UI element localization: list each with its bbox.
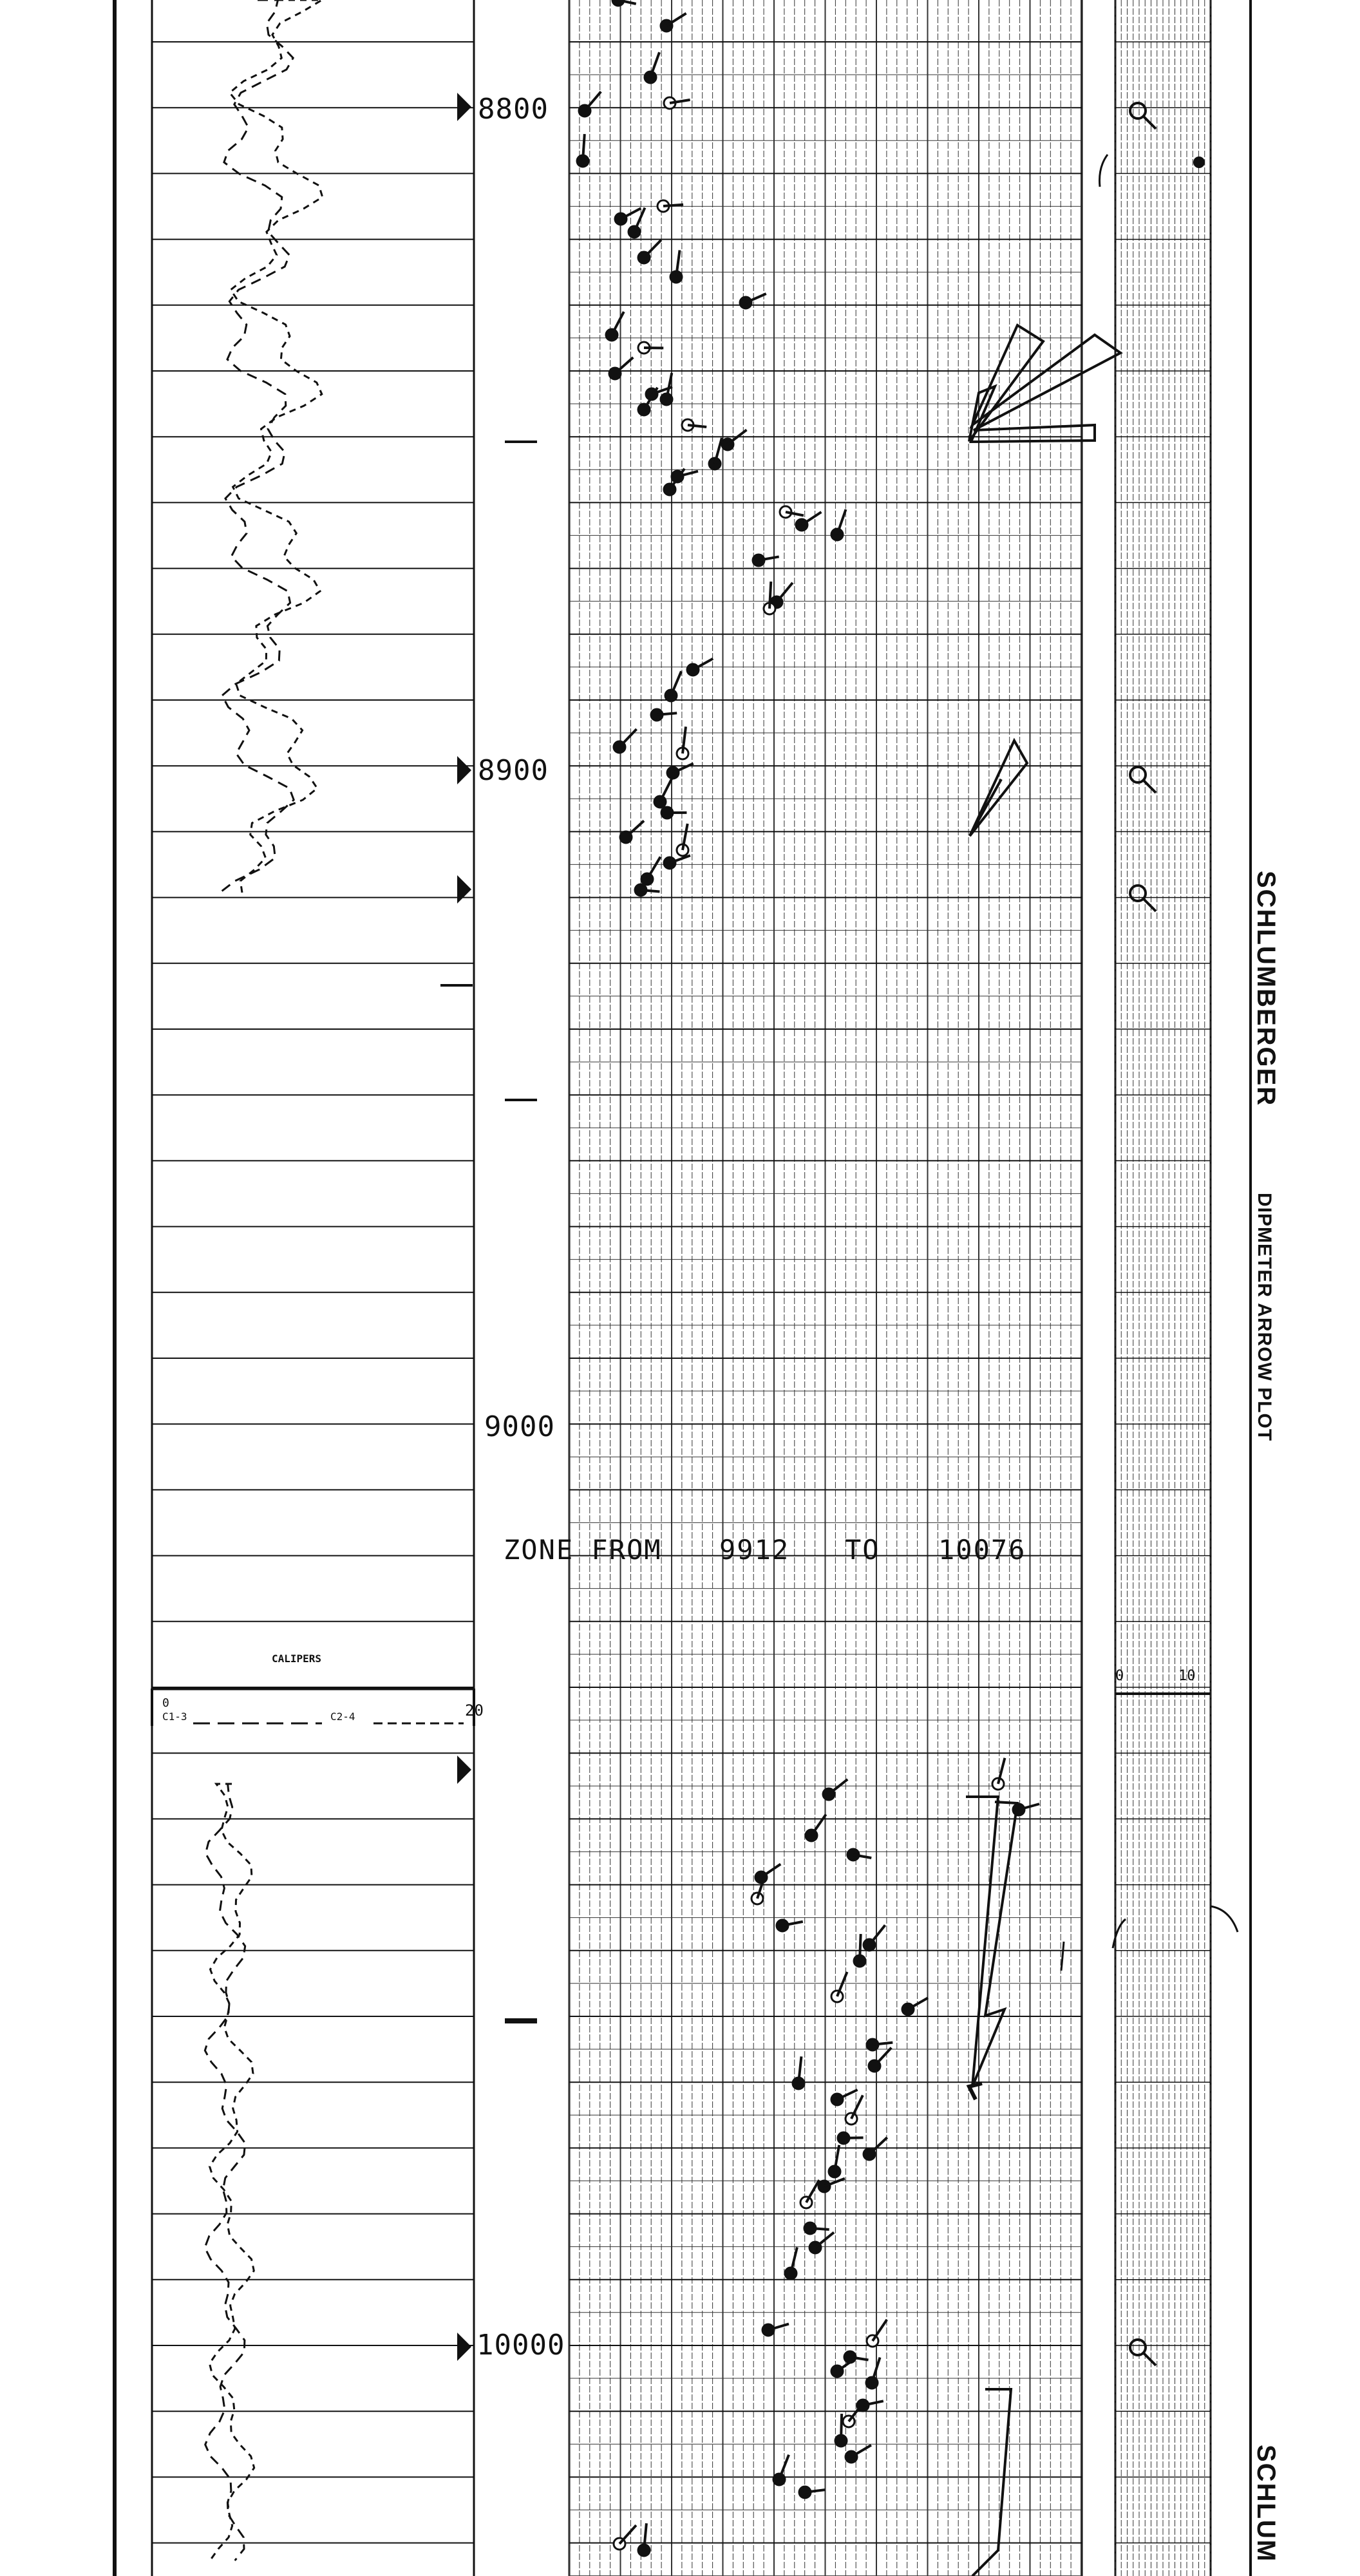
dip-tadpole-tail	[647, 857, 661, 879]
caliper-curve-2-lower	[209, 1784, 254, 2561]
caliper-curves	[205, 0, 323, 2561]
azimuth-stray-mark	[1211, 1906, 1238, 1932]
dip-tadpole-tail	[770, 582, 771, 609]
depth-marker-triangle	[457, 875, 471, 904]
dip-tadpole-tail	[806, 2180, 819, 2202]
zone-to-depth: 10076	[938, 1534, 1026, 1566]
track-borders	[115, 0, 1251, 2576]
dip-tadpole-tail	[873, 2320, 887, 2341]
dip-tadpole-tail	[612, 312, 624, 335]
depth-label-9000: 9000	[484, 1410, 555, 1443]
rose-plot-lower-base	[969, 2083, 982, 2099]
dip-tadpole-tail	[844, 2137, 864, 2138]
dip-tadpole-tail	[619, 2525, 636, 2544]
dip-tadpole-tail	[644, 240, 661, 258]
dip-tadpole-tail	[641, 890, 659, 892]
azimuth-track-grid	[1115, 0, 1211, 2576]
caliper-curve2-label: C2-4	[330, 1710, 355, 1723]
dip-tadpole-tail	[869, 2137, 887, 2154]
caliper-scale-right: 20	[465, 1701, 484, 1719]
zone-to-word: TO	[845, 1534, 880, 1566]
dip-tadpole-tail	[619, 729, 637, 747]
depth-marker-triangle	[457, 93, 471, 121]
depth-label-8800: 8800	[478, 93, 549, 126]
caliper-curve1-label: C1-3	[162, 1710, 187, 1723]
caliper-header	[152, 1689, 474, 1726]
depth-marker-triangle	[457, 2333, 471, 2361]
zone-from-depth: 9912	[719, 1534, 790, 1566]
azimuth-scale-left: 0	[1115, 1668, 1124, 1684]
dip-tadpole-tail	[810, 2228, 829, 2230]
dip-tadpole-tail	[811, 1814, 826, 1835]
depth-marker-triangle	[457, 756, 471, 784]
caliper-track-grid	[152, 42, 474, 2543]
caliper-scale-left: 0	[162, 1696, 169, 1710]
azimuth-dot	[1193, 156, 1205, 168]
caliper-curve-2-upper	[230, 0, 323, 893]
dip-tadpole-tail	[660, 779, 672, 802]
depth-label-8900: 8900	[478, 754, 549, 787]
caliper-track-title: CALIPERS	[272, 1653, 322, 1665]
depth-label-10000: 10000	[477, 2329, 565, 2362]
azimuth-stray-mark	[1100, 155, 1108, 187]
dip-tadpole-tail	[841, 2414, 842, 2441]
dip-tadpole-tail	[663, 205, 683, 206]
plot-title: DIPMETER ARROW PLOT	[1254, 1193, 1275, 1442]
company-title-repeat: SCHLUM	[1252, 2445, 1280, 2563]
dip-tadpole-tail	[829, 1779, 847, 1794]
azimuth-scale-right: 10	[1178, 1668, 1196, 1684]
dip-tadpole-tail	[583, 134, 585, 161]
dip-tadpole-tail	[869, 1925, 885, 1945]
rose-plot-upper	[969, 325, 1120, 442]
company-title: SCHLUMBERGER	[1252, 871, 1280, 1107]
depth-marker-triangle	[457, 1756, 471, 1784]
dip-tadpole-tail	[666, 14, 686, 26]
azimuth-stray-mark	[1061, 1942, 1064, 1971]
zone-prefix: ZONE FROM	[504, 1534, 662, 1566]
dip-tadpole-tail	[777, 583, 793, 602]
caliper-curve-1-upper	[220, 0, 294, 893]
dip-tadpole-tail	[657, 713, 677, 715]
dip-tadpoles	[577, 0, 1039, 2556]
dip-tadpole-tail	[860, 1934, 861, 1961]
